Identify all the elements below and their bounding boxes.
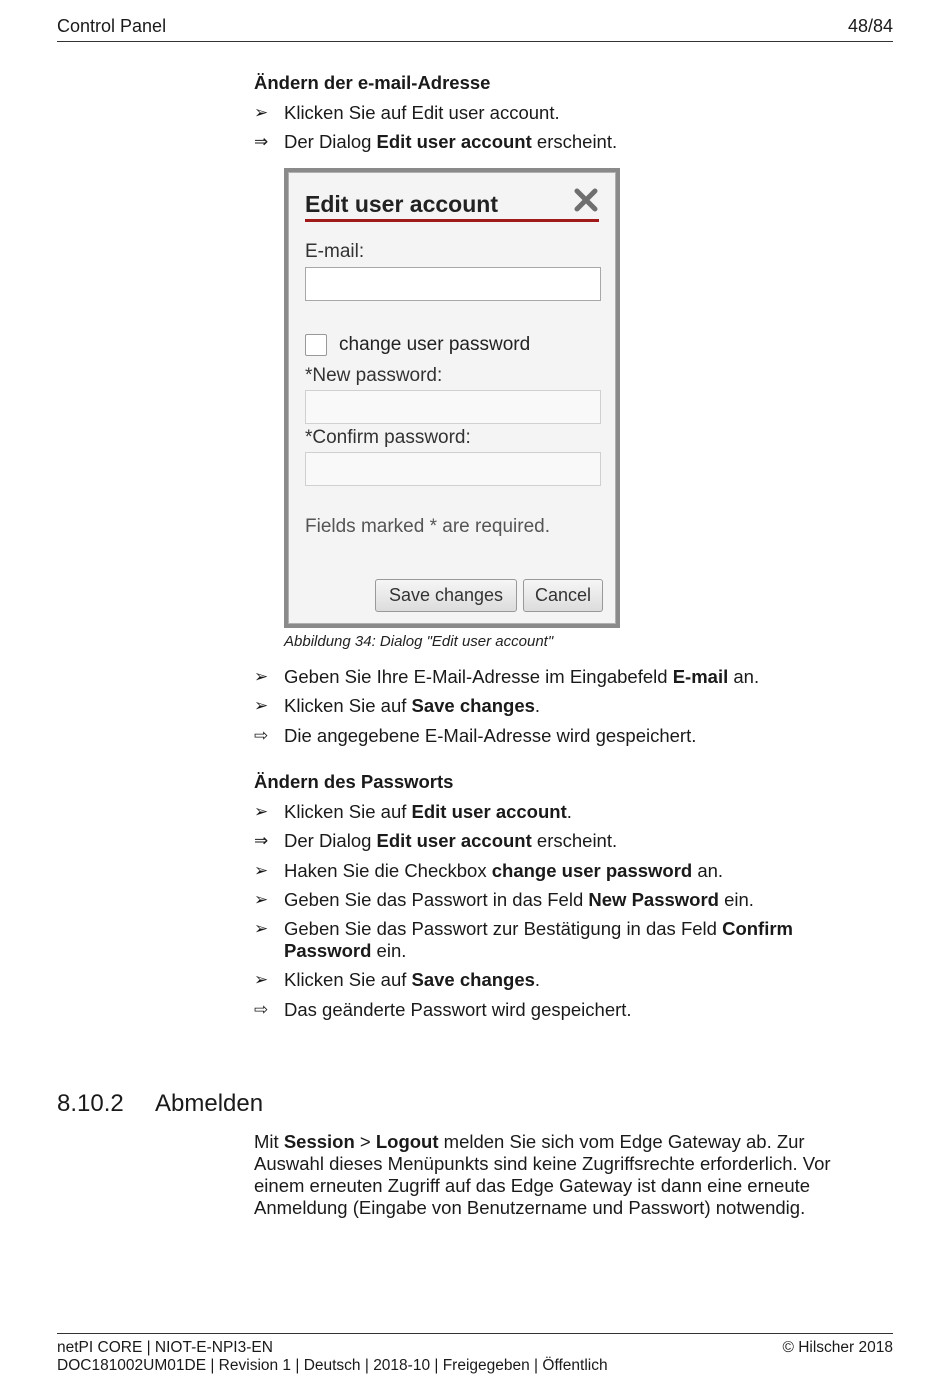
confirm-password-label: *Confirm password: bbox=[305, 427, 471, 448]
step-text: Geben Sie das Passwort in das Feld New Password ein. bbox=[284, 889, 754, 910]
result-arrow-icon: ⇨ bbox=[254, 726, 269, 745]
email-label: E-mail: bbox=[305, 241, 365, 262]
title-divider bbox=[305, 219, 599, 222]
step-text: Klicken Sie auf Save changes. bbox=[284, 695, 541, 716]
footer-product: netPI CORE | NIOT-E-NPI3-EN bbox=[57, 1339, 273, 1356]
new-password-label: *New password: bbox=[305, 365, 443, 386]
intermediate-result-icon: ⇒ bbox=[254, 831, 269, 850]
logout-paragraph: Mit Session > Logout melden Sie sich vom Edge Gateway ab. Zur Auswahl dieses Menüpunkts sind keine Zugriffsrechte erforderlich. Vor einem erneuten Zugriff auf das Edge Gateway ist dann eine erneute Anmeldung (Eingabe von Benutzername und Passwort) notwendig. bbox=[254, 1131, 831, 1218]
save-changes-button[interactable]: Save changes bbox=[375, 579, 517, 612]
step-text: Geben Sie Ihre E-Mail-Adresse im Eingabefeld E-mail an. bbox=[284, 666, 760, 687]
step-text: Die angegebene E-Mail-Adresse wird gespeichert. bbox=[284, 725, 697, 746]
arrow-bullet-icon: ➢ bbox=[254, 890, 269, 909]
step-text: Geben Sie das Passwort zur Bestätigung in das Feld Confirm Password ein. bbox=[284, 918, 793, 961]
close-icon[interactable] bbox=[573, 187, 599, 213]
step-text: Der Dialog Edit user account erscheint. bbox=[284, 830, 618, 851]
figure-caption: Abbildung 34: Dialog "Edit user account" bbox=[284, 633, 554, 650]
step-text: Klicken Sie auf Edit user account. bbox=[284, 801, 572, 822]
result-arrow-icon: ⇨ bbox=[254, 1000, 269, 1019]
arrow-bullet-icon: ➢ bbox=[254, 970, 269, 989]
email-field[interactable] bbox=[305, 267, 601, 301]
arrow-bullet-icon: ➢ bbox=[254, 667, 269, 686]
page-header bbox=[57, 15, 893, 42]
section-number: 8.10.2 bbox=[57, 1090, 124, 1117]
heading-email: Ändern der e-mail-Adresse bbox=[254, 72, 491, 93]
confirm-password-field[interactable] bbox=[305, 452, 601, 486]
arrow-bullet-icon: ➢ bbox=[254, 802, 269, 821]
footer-document-info: DOC181002UM01DE | Revision 1 | Deutsch | 2018-10 | Freigegeben | Öffentlich bbox=[57, 1357, 608, 1374]
section-title: Abmelden bbox=[155, 1090, 264, 1117]
arrow-bullet-icon: ➢ bbox=[254, 103, 269, 122]
step-text: Klicken Sie auf Save changes. bbox=[284, 969, 541, 990]
change-password-checkbox[interactable] bbox=[305, 334, 327, 356]
heading-password: Ändern des Passworts bbox=[254, 771, 454, 792]
step-text: Klicken Sie auf Edit user account. bbox=[284, 102, 560, 123]
page-footer bbox=[57, 1333, 893, 1374]
arrow-bullet-icon: ➢ bbox=[254, 919, 269, 938]
header-title: Control Panel bbox=[57, 16, 167, 36]
step-text: Das geänderte Passwort wird gespeichert. bbox=[284, 999, 632, 1020]
edit-user-account-dialog bbox=[288, 172, 616, 624]
new-password-field[interactable] bbox=[305, 390, 601, 424]
page-number: 48/84 bbox=[847, 16, 893, 36]
required-note: Fields marked * are required. bbox=[305, 516, 550, 537]
cancel-button[interactable]: Cancel bbox=[523, 579, 603, 612]
arrow-bullet-icon: ➢ bbox=[254, 696, 269, 715]
arrow-bullet-icon: ➢ bbox=[254, 861, 269, 880]
dialog-title: Edit user account bbox=[305, 191, 498, 217]
footer-copyright: © Hilscher 2018 bbox=[782, 1339, 893, 1356]
step-text: Haken Sie die Checkbox change user password an. bbox=[284, 860, 724, 881]
step-text: Der Dialog Edit user account erscheint. bbox=[284, 131, 618, 152]
dialog-screenshot bbox=[284, 168, 620, 628]
intermediate-result-icon: ⇒ bbox=[254, 132, 269, 151]
checkbox-label: change user password bbox=[339, 334, 531, 355]
